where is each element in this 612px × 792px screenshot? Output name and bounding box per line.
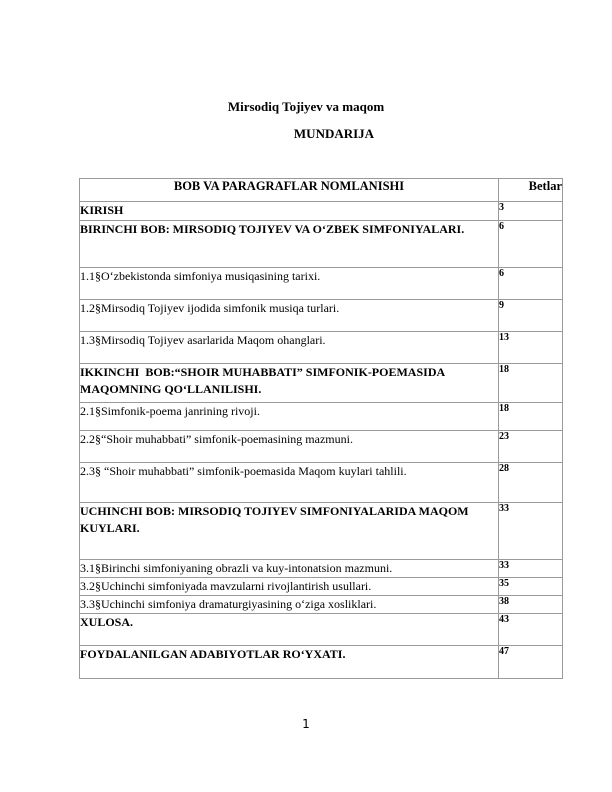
toc-entry-page: 18 [499,364,563,403]
toc-entry-label: Mirsodiq Tojiyev ijodida simfonik musiqa turlari. [101,301,340,315]
toc-entry-label: “Shoir muhabbati” simfonik-poemasining mazmuni. [101,432,353,446]
toc-body [80,202,563,679]
toc-entry-label: Uchinchi simfoniya dramaturgiyasining o‘ziga xosliklari. [101,597,377,611]
toc-entry-label: “Shoir muhabbati” simfonik-poemasida Maqom kuylari tahlili. [101,464,407,478]
toc-entry-page: 33 [499,503,563,560]
toc-row [80,202,563,221]
toc-section-number: 1.2§ [80,301,101,315]
page-number: 1 [302,717,310,731]
toc-entry-title [80,431,499,463]
toc-section-number: 3.2§ [80,579,101,593]
toc-row [80,403,563,431]
toc-row [80,560,563,578]
toc-section-number: 1.3§ [80,333,101,347]
toc-entry-label: FOYDALANILGAN ADABIYOTLAR RO‘YXATI. [80,647,346,661]
toc-entry-label: IKKINCHI BOB:“SHOIR MUHABBATI” SIMFONIK-POEMASIDA MAQOMNING QO‘LLANILISHI. [80,365,448,396]
toc-entry-title [80,268,499,300]
toc-entry-title [80,202,499,221]
toc-entry-label: Uchinchi simfoniyada mavzularni rivojlantirish usullari. [101,579,372,593]
toc-entry-label: UCHINCHI BOB: MIRSODIQ TOJIYEV SIMFONIYALARIDA MAQOM KUYLARI. [80,504,472,535]
toc-entry-page: 9 [499,300,563,332]
toc-row [80,578,563,596]
toc-entry-title [80,614,499,646]
toc-entry-title [80,332,499,364]
toc-row [80,463,563,503]
toc-section-number: 2.2§ [80,432,101,446]
toc-row [80,221,563,268]
toc-entry-page: 43 [499,614,563,646]
toc-entry-title [80,403,499,431]
toc-entry-page: 23 [499,431,563,463]
toc-entry-page: 13 [499,332,563,364]
toc-entry-page: 6 [499,221,563,268]
toc-entry-page: 47 [499,646,563,679]
toc-entry-title [80,364,499,403]
toc-section-number: 1.1§ [80,269,101,283]
toc-entry-label: Simfonik-poema janrining rivoji. [101,404,260,418]
toc-entry-title [80,560,499,578]
toc-entry-page: 38 [499,596,563,614]
toc-entry-title [80,463,499,503]
document-title: Mirsodiq Tojiyev va maqom [227,99,385,114]
toc-entry-label: Mirsodiq Tojiyev asarlarida Maqom ohanglari. [101,333,326,347]
toc-entry-title [80,596,499,614]
toc-row [80,364,563,403]
toc-section-number: 3.3§ [80,597,101,611]
toc-row [80,431,563,463]
toc-section-number: 2.3§ [80,464,101,478]
toc-entry-page: 28 [499,463,563,503]
table-of-contents [79,178,563,679]
toc-entry-page: 18 [499,403,563,431]
toc-entry-label: XULOSA. [80,615,134,629]
toc-row [80,268,563,300]
toc-header-page: Betlar [499,179,563,202]
toc-entry-title [80,503,499,560]
toc-row [80,614,563,646]
toc-section-number: 3.1§ [80,561,101,575]
toc-section-number: 2.1§ [80,404,101,418]
toc-row [80,332,563,364]
toc-entry-title [80,300,499,332]
toc-row [80,596,563,614]
toc-entry-label: BIRINCHI BOB: MIRSODIQ TOJIYEV VA O‘ZBEK SIMFONIYALARI. [80,222,465,236]
toc-row [80,300,563,332]
toc-entry-title [80,578,499,596]
toc-entry-page: 3 [499,202,563,221]
toc-entry-title [80,646,499,679]
toc-entry-title [80,221,499,268]
toc-entry-label: KIRISH [80,203,124,217]
toc-header-row [80,179,563,202]
toc-entry-label: Birinchi simfoniyaning obrazli va kuy-intonatsion mazmuni. [101,561,393,575]
contents-heading: MUNDARIJA [293,126,375,141]
toc-row [80,503,563,560]
toc-entry-label: O‘zbekistonda simfoniya musiqasining tarixi. [101,269,321,283]
toc-entry-page: 33 [499,560,563,578]
toc-row [80,646,563,679]
toc-entry-page: 6 [499,268,563,300]
toc-entry-page: 35 [499,578,563,596]
toc-header-title: BOB VA PARAGRAFLAR NOMLANISHI [80,179,499,202]
